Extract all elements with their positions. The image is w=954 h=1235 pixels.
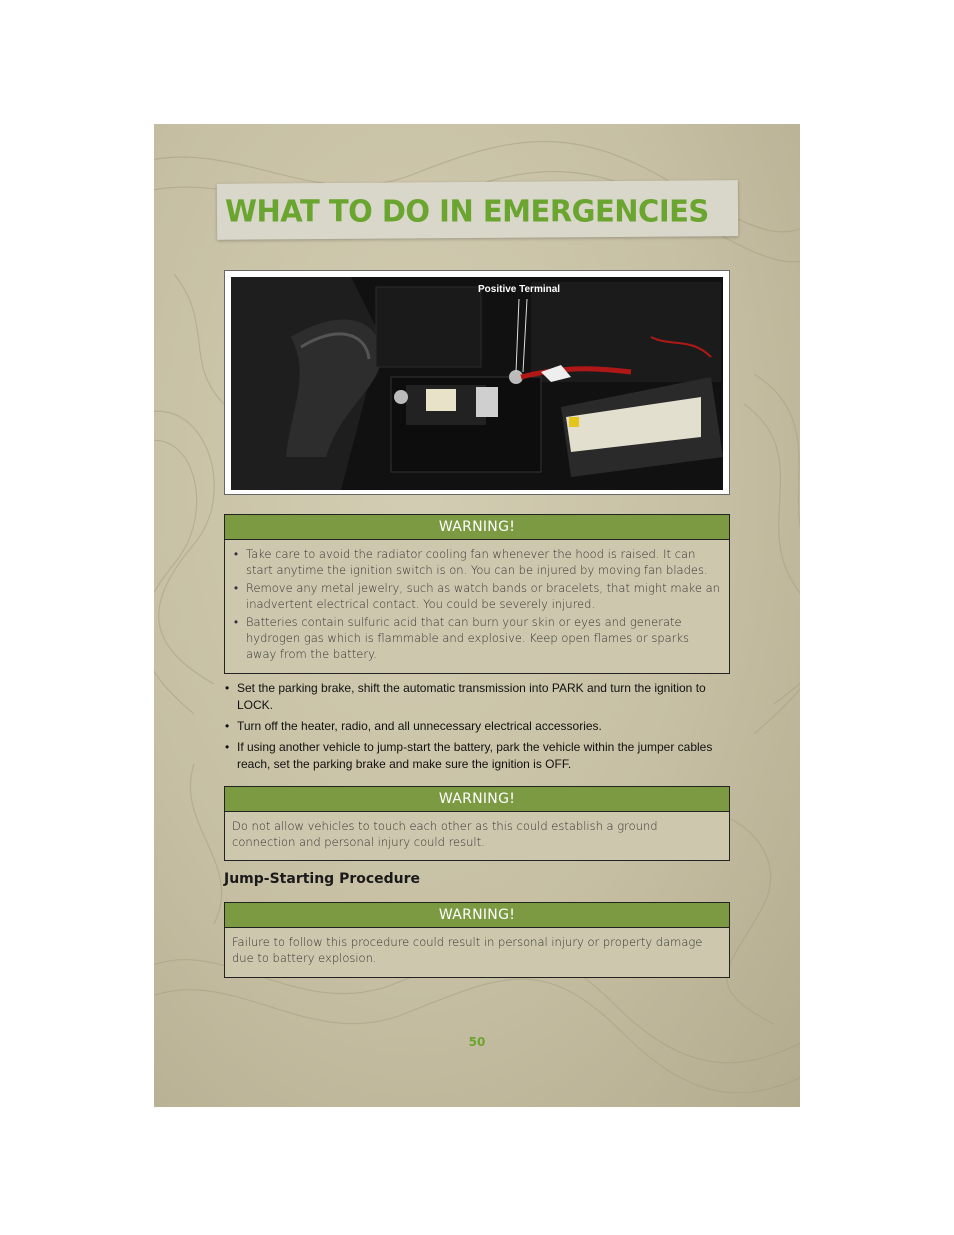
section-heading: Jump-Starting Procedure — [224, 871, 421, 887]
engine-bay-illustration — [231, 277, 723, 490]
warning-text: Failure to follow this procedure could result in personal injury or property damage due to battery explosion. — [232, 935, 703, 965]
battery-photo — [224, 270, 730, 495]
step-item: • If using another vehicle to jump-start the battery, park the vehicle within the jumper cables reach, set the parking brake and make sure the ignition is OFF. — [224, 739, 732, 773]
page-title: WHAT TO DO IN EMERGENCIES — [225, 193, 709, 229]
warning-body — [225, 540, 729, 670]
warning-heading: WARNING! — [225, 787, 729, 812]
warning-item: • Batteries contain sulfuric acid that can burn your skin or eyes and generate hydrogen gas which is flammable and explosive. Keep open flames or sparks away from the battery. — [232, 614, 722, 662]
manual-page — [154, 124, 800, 1107]
warning-heading: WARNING! — [225, 903, 729, 928]
page-number: 50 — [468, 1035, 486, 1049]
warning-box-explosion — [224, 902, 730, 978]
preparation-steps — [224, 680, 732, 777]
warning-box-ground — [224, 786, 730, 861]
warning-item: • Take care to avoid the radiator cooling fan whenever the hood is raised. It can start anytime the ignition switch is on. You can be injured by moving fan blades. — [232, 546, 722, 578]
warning-heading: WARNING! — [225, 515, 729, 540]
warning-box-fan — [224, 514, 730, 674]
positive-terminal-label: Positive Terminal — [478, 284, 561, 295]
warning-item: • Remove any metal jewelry, such as watch bands or bracelets, that might make an inadvertent electrical contact. You could be severely injured. — [232, 580, 722, 612]
step-item: • Set the parking brake, shift the automatic transmission into PARK and turn the ignition to LOCK. — [224, 680, 732, 714]
warning-text: Do not allow vehicles to touch each other as this could establish a ground connection and personal injury could result. — [232, 819, 658, 849]
step-item: • Turn off the heater, radio, and all unnecessary electrical accessories. — [224, 718, 732, 735]
